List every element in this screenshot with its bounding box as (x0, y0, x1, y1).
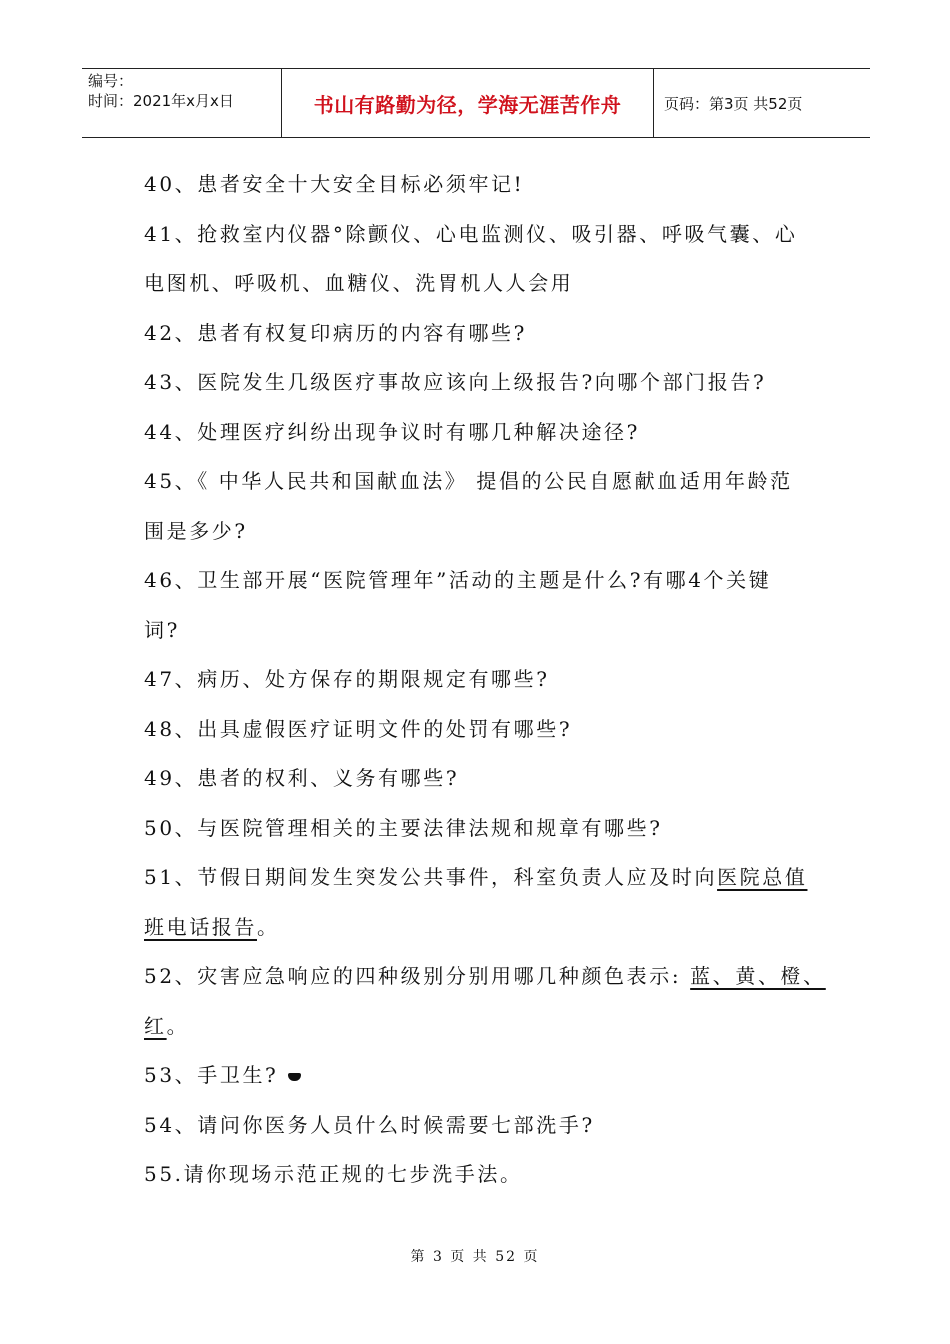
text-line: 49、患者的权利、义务有哪些? (144, 766, 460, 790)
text-line: 46、卫生部开展“医院管理年”活动的主题是什么?有哪4个关键 (144, 568, 772, 592)
item-51-tail: 。 (257, 914, 280, 939)
text-line: 47、病历、处方保存的期限规定有哪些? (144, 667, 550, 691)
item-51-answer-part-2: 班电话报告 (144, 914, 257, 939)
text-line: 45、《 中华人民共和国献血法》 提倡的公民自愿献血适用年龄范 (144, 469, 793, 493)
page-header (82, 68, 870, 138)
text-line: 词? (144, 617, 180, 642)
item-51-answer-part-1: 医院总值 (717, 865, 808, 889)
text-line: 42、患者有权复印病历的内容有哪些? (144, 320, 527, 345)
smile-mark-icon (288, 1073, 301, 1081)
item-53 (144, 1051, 844, 1101)
item-52-answer-part-2: 红 (144, 1013, 167, 1038)
document-body (144, 160, 844, 1200)
item-51-line-2 (144, 903, 844, 953)
item-55: 55.请你现场示范正规的七步洗手法。 (144, 1162, 523, 1186)
text-line: 40、患者安全十大安全目标必须牢记! (144, 172, 525, 196)
page-footer: 第 3 页 共 52 页 (410, 1249, 540, 1265)
header-meta (82, 69, 282, 137)
item-52-answer-part-1: 蓝、黄、橙、 (690, 964, 826, 988)
item-54: 54、请问你医务人员什么时候需要七部洗手? (144, 1112, 595, 1137)
text-line: 43、医院发生几级医疗事故应该向上级报告?向哪个部门报告? (144, 370, 767, 394)
text-line: 44、处理医疗纠纷出现争议时有哪几种解决途径? (144, 419, 640, 444)
time-label: 时间：2021年x月x日 (88, 92, 234, 110)
item-52-line-2 (144, 1002, 844, 1052)
text-line: 50、与医院管理相关的主要法律法规和规章有哪些? (144, 815, 663, 840)
number-label: 编号： (88, 72, 134, 90)
text-line: 电图机、呼吸机、血糖仪、洗胃机人人会用 (144, 271, 574, 295)
item-52-text: 52、灾害应急响应的四种级别分别用哪几种颜色表示: (144, 964, 691, 988)
header-motto: 书山有路勤为径，学海无涯苦作舟 (282, 69, 654, 137)
text-line: 41、抢救室内仪器°除颤仪、心电监测仪、吸引器、呼吸气囊、心 (144, 221, 798, 246)
item-52-tail: 。 (166, 1013, 190, 1038)
header-page-code: 页码：第3页 共52页 (664, 94, 803, 113)
item-53-text: 53、手卫生? (144, 1063, 279, 1087)
item-52-line-1 (144, 952, 844, 1002)
text-line: 围是多少? (144, 518, 248, 543)
item-51-text: 51、节假日期间发生突发公共事件，科室负责人应及时向 (144, 865, 718, 889)
item-51-line-1 (144, 853, 844, 903)
text-line: 48、出具虚假医疗证明文件的处罚有哪些? (144, 716, 573, 741)
